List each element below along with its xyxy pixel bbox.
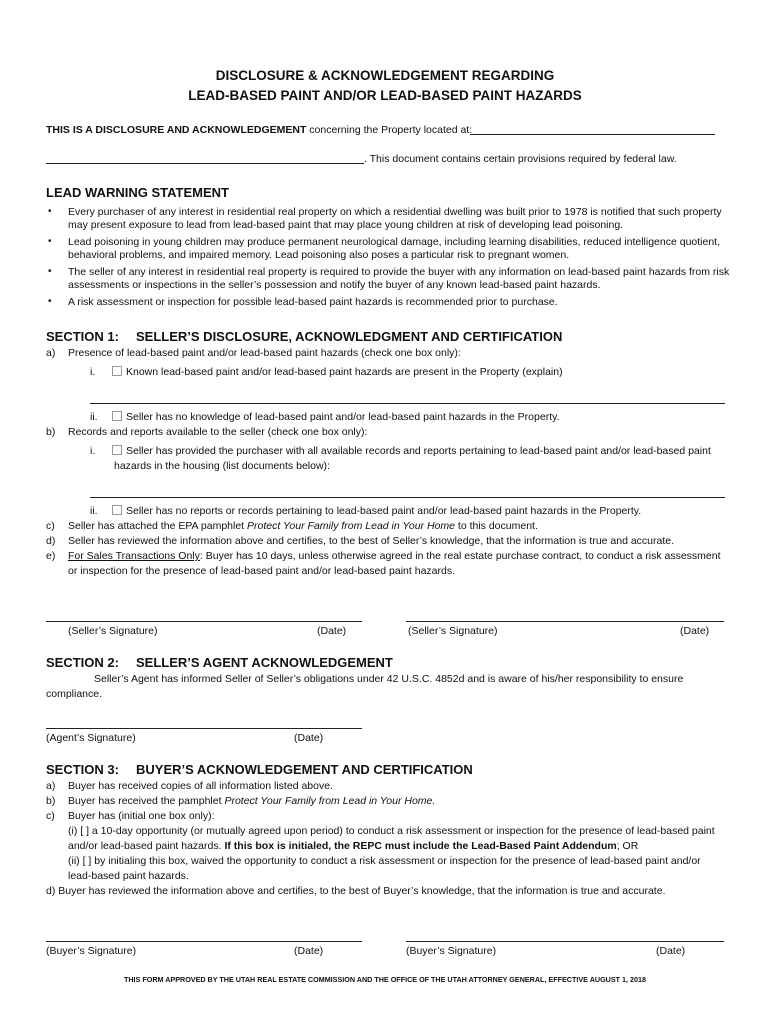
documents-list-field[interactable] [90, 497, 725, 498]
section3-heading-number: SECTION 3: [46, 762, 119, 777]
s3-b-text [68, 795, 435, 808]
s1-b-text: Records and reports available to the seller (check one box only): [68, 426, 368, 438]
intro-line-1 [46, 124, 472, 137]
s1-d-text: Seller has reviewed the information above and certifies, to the best of Seller’s knowledge, that the information is true and accurate. [68, 535, 675, 547]
s1-a-ii-text: Seller has no knowledge of lead-based paint and/or lead-based paint hazards in the Property. [126, 411, 560, 423]
buyer-signature-2-line[interactable] [406, 941, 724, 942]
bullet-icon: • [48, 206, 52, 217]
warning-bullet-3-line-2: assessments or inspections in the seller’s possession and notify the buyer of any known lead-based paint hazards. [68, 279, 601, 291]
intro-line-2: . This document contains certain provisions required by federal law. [364, 153, 677, 165]
s3-c-i-bold: If this box is initialed, the REPC must include the [224, 840, 472, 852]
s1-b-i-label: i. [90, 445, 96, 457]
section1-heading: SELLER’S DISCLOSURE, ACKNOWLEDGMENT AND CERTIFICATION [136, 329, 563, 344]
property-address-field-2[interactable] [46, 163, 364, 164]
warning-bullet-1-line-2: may present exposure to lead from lead-based paint that may place young children at risk of developing lead poisoning. [68, 219, 624, 231]
intro-bold: THIS IS A DISCLOSURE AND ACKNOWLEDGEMENT [46, 124, 307, 136]
s3-c-i-line-1[interactable]: (i) [ ] a 10-day opportunity (or mutually agreed upon period) to conduct a risk assessment or inspection for the presence of lead-based paint [68, 825, 715, 837]
no-reports-checkbox[interactable] [112, 505, 122, 515]
s3-a-text: Buyer has received copies of all information listed above. [68, 780, 333, 792]
title-line-2: LEAD-BASED PAINT AND/OR LEAD-BASED PAINT HAZARDS [188, 88, 582, 103]
s1-a-i-text: Known lead-based paint and/or lead-based paint hazards are present in the Property (explain) [126, 366, 563, 378]
no-knowledge-checkbox[interactable] [112, 411, 122, 421]
s3-c-ii-line-1[interactable]: (ii) [ ] by initialing this box, waived the opportunity to conduct a risk assessment or inspection for the presence of lead-based paint and/or [68, 855, 701, 867]
s1-e-line-2: or inspection for the presence of lead-based paint and/or lead-based paint hazards. [68, 565, 456, 577]
explain-field[interactable] [90, 403, 725, 404]
s1-e-underlined: For Sales Transactions Only [68, 550, 200, 562]
s1-b-i-line-1: Seller has provided the purchaser with all available records and reports pertaining to lead-based paint and/or lead-based paint [126, 445, 711, 457]
section3-heading: BUYER’S ACKNOWLEDGEMENT AND CERTIFICATION [136, 762, 473, 777]
records-provided-checkbox[interactable] [112, 445, 122, 455]
seller-date-2-label: (Date) [680, 625, 710, 637]
s1-d-label: d) [46, 535, 56, 547]
s3-b-pamphlet-title: Protect Your Family from Lead in Your Home. [224, 795, 436, 807]
buyer-signature-1-label: (Buyer’s Signature) [46, 945, 137, 957]
s3-c-i-post: ; OR [616, 840, 639, 852]
s3-b-label: b) [46, 795, 56, 807]
intro-rest: concerning the Property located at: [309, 124, 473, 136]
s1-c-pamphlet-title: Protect Your Family from Lead in Your Home [247, 520, 455, 532]
s3-c-i-pre: and/or lead-based paint hazards. [68, 840, 225, 852]
seller-date-1-label: (Date) [317, 625, 347, 637]
footer-approval: THIS FORM APPROVED BY THE UTAH REAL ESTATE COMMISSION AND THE OFFICE OF THE UTAH ATTORNEY GENERAL, EFFECTIVE AUGUST 1, 2018 [123, 975, 647, 984]
agent-signature-label: (Agent’s Signature) [46, 732, 136, 744]
s1-b-ii-text: Seller has no reports or records pertaining to lead-based paint and/or lead-based paint hazards in the Property. [126, 505, 642, 517]
buyer-signature-2-label: (Buyer’s Signature) [406, 945, 497, 957]
warning-bullet-1-line-1: Every purchaser of any interest in residential real property on which a residential dwelling was built prior to 1978 is notified that such property [68, 206, 722, 218]
agent-signature-line[interactable] [46, 728, 362, 729]
title-line-1: DISCLOSURE & ACKNOWLEDGEMENT REGARDING [215, 68, 555, 83]
s1-b-i-line-2: hazards in the housing (list documents below): [114, 460, 330, 472]
s3-b-pre: Buyer has received the pamphlet [68, 795, 225, 807]
warning-bullet-2-line-1: Lead poisoning in young children may produce permanent neurological damage, including learning disabilities, reduced intelligence quotient, [68, 236, 721, 248]
s1-b-label: b) [46, 426, 56, 438]
s1-c-label: c) [46, 520, 55, 532]
s2-line-2: compliance. [46, 688, 103, 700]
property-address-field[interactable] [470, 134, 715, 135]
s3-d-text: d) Buyer has reviewed the information above and certifies, to the best of Buyer’s knowledge, that the information is true and accurate. [46, 885, 666, 897]
s3-c-ii-line-2: lead-based paint hazards. [68, 870, 189, 882]
s3-c-i-line-2 [68, 840, 638, 853]
s1-a-label: a) [46, 347, 56, 359]
s1-b-ii-label: ii. [90, 505, 98, 517]
s1-c-pre: Seller has attached the EPA pamphlet [68, 520, 248, 532]
buyer-signature-1-line[interactable] [46, 941, 362, 942]
s3-c-label: c) [46, 810, 55, 822]
s1-a-ii-label: ii. [90, 411, 98, 423]
bullet-icon: • [48, 296, 52, 307]
known-lead-checkbox[interactable] [112, 366, 122, 376]
s1-e-label: e) [46, 550, 56, 562]
s1-b-ii-item [112, 505, 641, 518]
bullet-icon: • [48, 236, 52, 247]
seller-signature-2-label: (Seller’s Signature) [408, 625, 498, 637]
seller-signature-1-label: (Seller’s Signature) [68, 625, 158, 637]
section1-heading-number: SECTION 1: [46, 329, 119, 344]
seller-signature-1-line[interactable] [46, 621, 362, 622]
lead-warning-heading: LEAD WARNING STATEMENT [46, 185, 229, 200]
buyer-date-1-label: (Date) [294, 945, 324, 957]
seller-signature-2-line[interactable] [406, 621, 724, 622]
buyer-date-2-label: (Date) [656, 945, 686, 957]
s1-e-line-1: : Buyer has 10 days, unless otherwise agreed in the real estate purchase contract, to conduct a risk assessment [199, 550, 721, 562]
s3-a-label: a) [46, 780, 56, 792]
s1-e-text [68, 550, 721, 563]
s1-b-i-item [112, 445, 711, 458]
s3-c-text: Buyer has (initial one box only): [68, 810, 215, 822]
s1-c-text [68, 520, 538, 533]
section2-heading: SELLER’S AGENT ACKNOWLEDGEMENT [136, 655, 393, 670]
warning-bullet-4-line-1: A risk assessment or inspection for possible lead-based paint hazards is recommended prior to purchase. [68, 296, 558, 308]
s1-c-post: to this document. [454, 520, 538, 532]
s1-a-i-label: i. [90, 366, 96, 378]
section2-heading-number: SECTION 2: [46, 655, 119, 670]
bullet-icon: • [48, 266, 52, 277]
s2-line-1: Seller’s Agent has informed Seller of Seller’s obligations under 42 U.S.C. 4852d and is aware of his/her responsibility to ensure [94, 673, 684, 685]
s3-c-i-addendum: Lead-Based Paint Addendum [471, 840, 617, 852]
warning-bullet-2-line-2: behavioral problems, and impaired memory. Lead poisoning also poses a particular risk to pregnant women. [68, 249, 570, 261]
s1-a-text: Presence of lead-based paint and/or lead-based paint hazards (check one box only): [68, 347, 461, 359]
s1-a-i-item [112, 366, 563, 379]
agent-date-label: (Date) [294, 732, 324, 744]
s1-a-ii-item [112, 411, 560, 424]
warning-bullet-3-line-1: The seller of any interest in residential real property is required to provide the buyer with any information on lead-based paint hazards from risk [68, 266, 730, 278]
